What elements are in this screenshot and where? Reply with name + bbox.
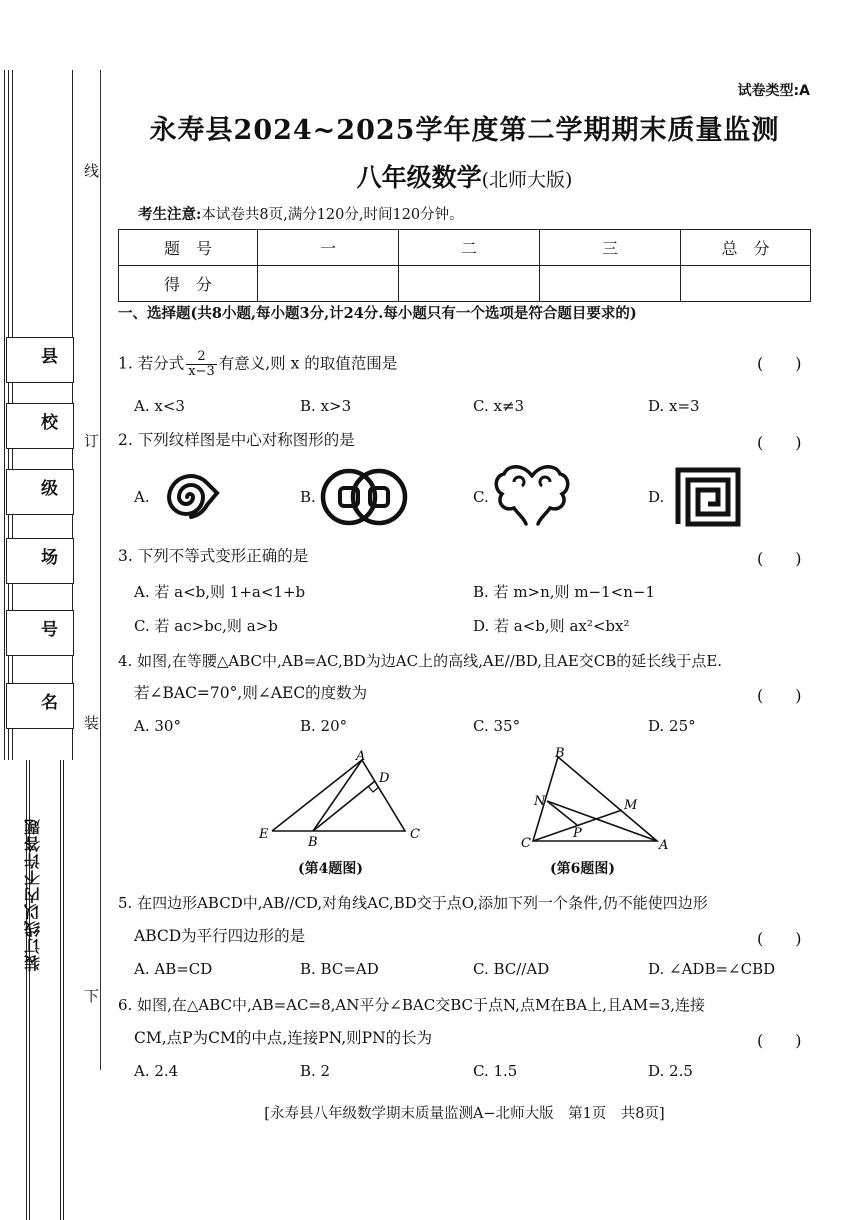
score-header-total: 总 分 bbox=[681, 230, 811, 266]
question-4-line-2: 若∠BAC=70°,则∠AEC的度数为 bbox=[134, 684, 368, 702]
q6-option-a[interactable]: A. 2.4 bbox=[134, 1062, 179, 1080]
q1-answer-paren[interactable]: ( ) bbox=[757, 354, 802, 373]
exam-room-label: 场 bbox=[41, 548, 58, 568]
double-coin-icon bbox=[318, 466, 410, 528]
q2-option-d[interactable]: D. bbox=[648, 488, 665, 506]
q1-option-d[interactable]: D. x=3 bbox=[648, 397, 700, 415]
score-header-part2: 二 bbox=[399, 230, 540, 266]
school-field[interactable] bbox=[6, 403, 74, 449]
q4-option-c[interactable]: C. 35° bbox=[473, 717, 521, 735]
q1-frac-num: 2 bbox=[186, 350, 217, 365]
question-6-line-2: CM,点P为CM的中点,连接PN,则PN的长为 bbox=[134, 1029, 433, 1047]
binding-mark-order: 订 bbox=[84, 432, 100, 450]
figure-4-caption: (第4题图) bbox=[298, 861, 363, 877]
q4-option-d[interactable]: D. 25° bbox=[648, 717, 696, 735]
binding-mark-bind: 装 bbox=[84, 714, 100, 732]
q4-option-a[interactable]: A. 30° bbox=[134, 717, 181, 735]
page-title: 永寿县2024~2025学年度第二学期期末质量监测 bbox=[149, 115, 780, 146]
spiral-cloud-icon bbox=[150, 465, 230, 529]
seat-number-label: 号 bbox=[41, 620, 58, 640]
question-6-line-1: 6. 如图,在△ABC中,AB=AC=8,AN平分∠BAC交BC于点N,点M在BA上,且AM=3,连接 bbox=[118, 996, 706, 1014]
section-1-heading: 一、选择题(共8小题,每小题3分,计24分.每小题只有一个选项是符合题目要求的) bbox=[118, 305, 637, 322]
q2-option-a[interactable]: A. bbox=[134, 488, 150, 506]
q3-option-b[interactable]: B. 若 m>n,则 m−1<n−1 bbox=[473, 583, 655, 601]
exam-notice bbox=[138, 203, 464, 224]
q1-option-c[interactable]: C. x≠3 bbox=[473, 397, 525, 415]
figure-6-caption: (第6题图) bbox=[550, 861, 615, 877]
q2-option-b[interactable]: B. bbox=[300, 488, 316, 506]
grade-label: 级 bbox=[41, 479, 58, 499]
fig6-segment-pn bbox=[547, 801, 577, 825]
exam-room-field[interactable] bbox=[6, 538, 74, 584]
fig6-label-p: P bbox=[573, 826, 582, 841]
score-row-label: 得 分 bbox=[119, 266, 258, 302]
fig6-label-b: B bbox=[555, 746, 565, 761]
page-footer: [永寿县八年级数学期末质量监测A−北师大版 第1页 共8页] bbox=[264, 1106, 665, 1122]
fig6-label-n: N bbox=[534, 794, 546, 809]
score-table-row bbox=[119, 266, 811, 302]
grade-field[interactable] bbox=[6, 469, 74, 515]
county-label: 县 bbox=[41, 347, 58, 367]
fig4-label-b: B bbox=[308, 835, 318, 848]
q3-option-c[interactable]: C. 若 ac>bc,则 a>b bbox=[134, 617, 278, 635]
subtitle-edition: (北师大版) bbox=[481, 169, 573, 191]
question-2: 2. 下列纹样图是中心对称图形的是 bbox=[118, 431, 355, 449]
fig4-right-angle-mark bbox=[368, 786, 379, 792]
q5-option-c[interactable]: C. BC//AD bbox=[473, 960, 550, 978]
binding-notice: 装订线以内不许答题 bbox=[23, 818, 43, 972]
question-5-line-1: 5. 在四边形ABCD中,AB//CD,对角线AC,BD交于点O,添加下列一个条件,仍不能使四边形 bbox=[118, 894, 708, 912]
q3-option-a[interactable]: A. 若 a<b,则 1+a<1+b bbox=[134, 583, 306, 601]
question-4-line-1: 4. 如图,在等腰△ABC中,AB=AC,BD为边AC上的高线,AE//BD,且AE交CB的延长线于点E. bbox=[118, 652, 723, 670]
score-cell-part3[interactable] bbox=[540, 266, 681, 302]
seat-number-field[interactable] bbox=[6, 610, 74, 656]
fig6-label-a: A bbox=[659, 838, 669, 853]
q3-answer-paren[interactable]: ( ) bbox=[757, 549, 802, 568]
q4-option-b[interactable]: B. 20° bbox=[300, 717, 348, 735]
score-table-header bbox=[119, 230, 811, 266]
q6-option-b[interactable]: B. 2 bbox=[300, 1062, 331, 1080]
question-1 bbox=[118, 350, 397, 379]
subtitle bbox=[118, 158, 811, 194]
fig4-side-ab bbox=[313, 760, 362, 831]
fig4-height-bd bbox=[313, 781, 375, 831]
question-5-line-2: ABCD为平行四边形的是 bbox=[134, 927, 306, 945]
q6-option-d[interactable]: D. 2.5 bbox=[648, 1062, 693, 1080]
q5-option-b[interactable]: B. BC=AD bbox=[300, 960, 379, 978]
paper-type: 试卷类型:A bbox=[737, 83, 810, 99]
q2-option-c[interactable]: C. bbox=[473, 488, 489, 506]
exam-notice-text: 本试卷共8页,满分120分,时间120分钟。 bbox=[201, 207, 464, 223]
score-cell-part1[interactable] bbox=[258, 266, 399, 302]
school-label: 校 bbox=[41, 413, 58, 433]
q6-answer-paren[interactable]: ( ) bbox=[757, 1031, 802, 1050]
q3-option-d[interactable]: D. 若 a<b,则 ax²<bx² bbox=[473, 617, 630, 635]
q1-option-b[interactable]: B. x>3 bbox=[300, 397, 352, 415]
county-field[interactable] bbox=[6, 337, 74, 383]
name-field[interactable] bbox=[6, 683, 74, 729]
score-header-question: 题 号 bbox=[119, 230, 258, 266]
q1-prefix: 1. 若分式 bbox=[118, 354, 185, 373]
fig6-label-c: C bbox=[521, 836, 531, 851]
square-spiral-icon bbox=[672, 466, 744, 528]
q1-frac-den: x−3 bbox=[188, 364, 215, 379]
subtitle-main: 八年级数学 bbox=[356, 163, 482, 192]
q5-answer-paren[interactable]: ( ) bbox=[757, 929, 802, 948]
figure-4-diagram bbox=[255, 748, 430, 848]
q4-answer-paren[interactable]: ( ) bbox=[757, 686, 802, 705]
binding-mark-below: 下 bbox=[84, 987, 100, 1005]
fig6-triangle bbox=[533, 757, 657, 841]
binding-mark-line: 线 bbox=[84, 162, 100, 180]
score-cell-total[interactable] bbox=[681, 266, 811, 302]
fig6-label-m: M bbox=[624, 798, 638, 813]
fig6-bisector-an bbox=[547, 801, 657, 841]
q1-suffix: 有意义,则 x 的取值范围是 bbox=[218, 354, 398, 373]
score-header-part3: 三 bbox=[540, 230, 681, 266]
exam-notice-label: 考生注意: bbox=[138, 206, 202, 223]
name-label: 名 bbox=[41, 693, 58, 713]
q6-option-c[interactable]: C. 1.5 bbox=[473, 1062, 518, 1080]
q1-fraction bbox=[186, 350, 217, 379]
ruyi-cloud-icon bbox=[492, 462, 572, 528]
fig4-label-d: D bbox=[379, 771, 390, 786]
fig4-label-e: E bbox=[259, 827, 269, 842]
fig4-label-c: C bbox=[410, 827, 420, 842]
fig4-label-a: A bbox=[356, 749, 366, 764]
figure-6-diagram bbox=[515, 745, 675, 853]
score-cell-part2[interactable] bbox=[399, 266, 540, 302]
q2-answer-paren[interactable]: ( ) bbox=[757, 433, 802, 452]
score-table bbox=[118, 229, 811, 302]
score-header-part1: 一 bbox=[258, 230, 399, 266]
question-3: 3. 下列不等式变形正确的是 bbox=[118, 547, 309, 565]
q5-option-d[interactable]: D. ∠ADB=∠CBD bbox=[648, 960, 776, 978]
q1-option-a[interactable]: A. x<3 bbox=[134, 397, 185, 415]
q5-option-a[interactable]: A. AB=CD bbox=[134, 960, 213, 978]
